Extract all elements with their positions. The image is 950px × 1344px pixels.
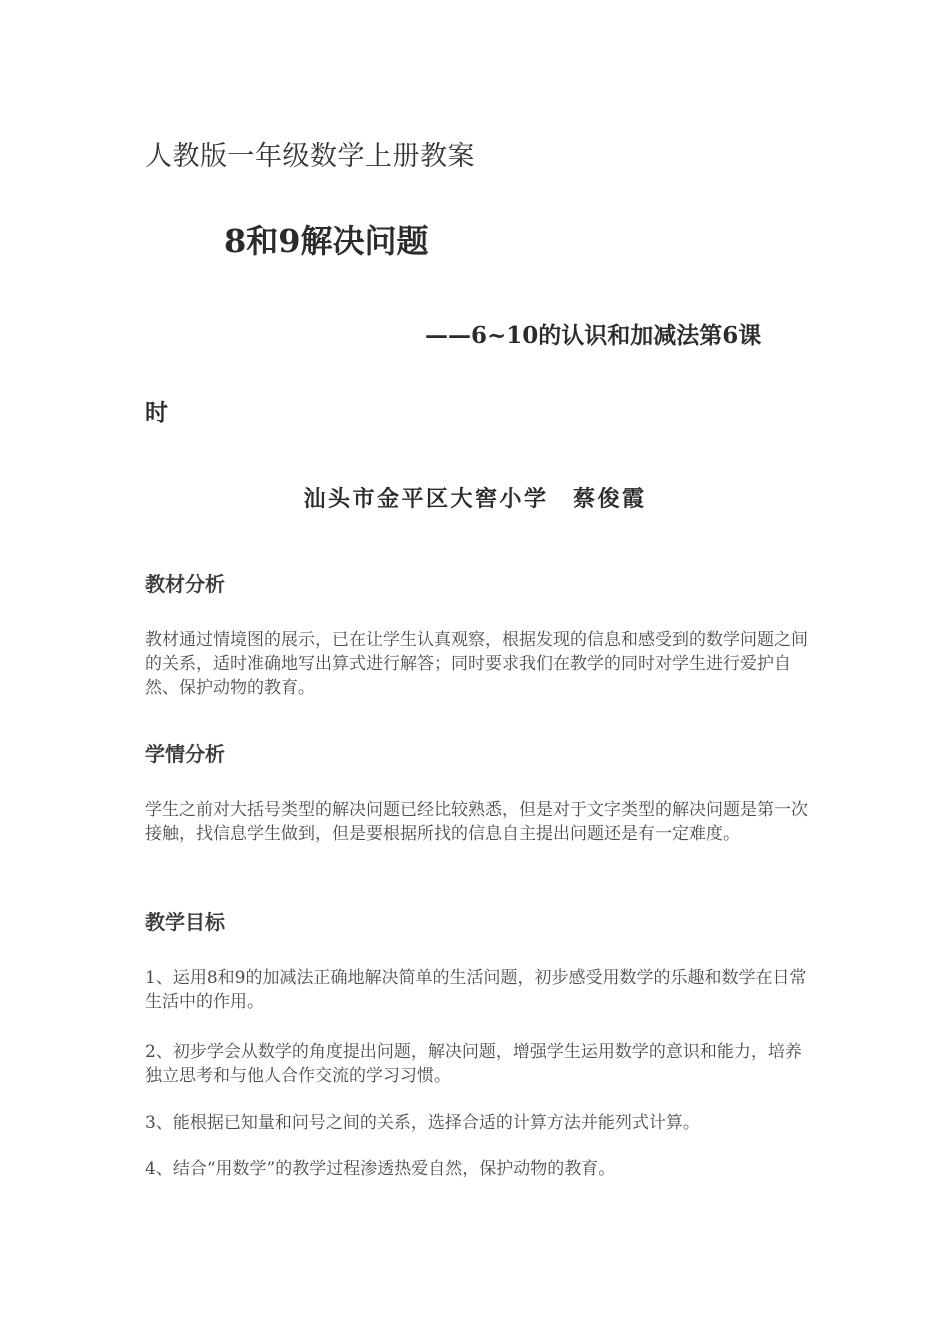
- goal-item-2: 2、初步学会从数学的角度提出问题，解决问题，增强学生运用数学的意识和能力，培养独立思考和与他人合作交流的学习习惯。: [145, 1042, 802, 1086]
- section-paragraph: 学生之前对大括号类型的解决问题已经比较熟悉，但是对于文字类型的解决问题是第一次接触，找信息学生做到，但是要根据所找的信息自主提出问题还是有一定难度。: [145, 800, 808, 844]
- goal-item-1: 1、运用8和9的加减法正确地解决简单的生活问题，初步感受用数学的乐趣和数学在日常生活中的作用。: [145, 968, 807, 1012]
- document-header-title: 人教版一年级数学上册教案: [145, 141, 475, 172]
- lesson-title: 8和9解决问题: [224, 222, 429, 260]
- author-line: 汕头市金平区大窖小学 蔡俊霞: [303, 486, 647, 512]
- section-paragraph: 教材通过情境图的展示，已在让学生认真观察，根据发现的信息和感受到的数学问题之间的关系，适时准确地写出算式进行解答；同时要求我们在教学的同时对学生进行爱护自然、保护动物的教育。: [145, 630, 808, 698]
- section-heading-textbook-analysis: 教材分析: [145, 572, 225, 596]
- lesson-subtitle-continuation: 时: [145, 399, 168, 426]
- goal-item-4: 4、结合“用数学”的教学过程渗透热爱自然，保护动物的教育。: [145, 1159, 616, 1179]
- goal-item-3: 3、能根据已知量和问号之间的关系，选择合适的计算方法并能列式计算。: [145, 1113, 700, 1133]
- section-heading-teaching-goals: 教学目标: [145, 910, 225, 934]
- lesson-subtitle: ——6~10的认识和加减法第6课: [425, 322, 762, 349]
- section-heading-student-analysis: 学情分析: [145, 742, 225, 766]
